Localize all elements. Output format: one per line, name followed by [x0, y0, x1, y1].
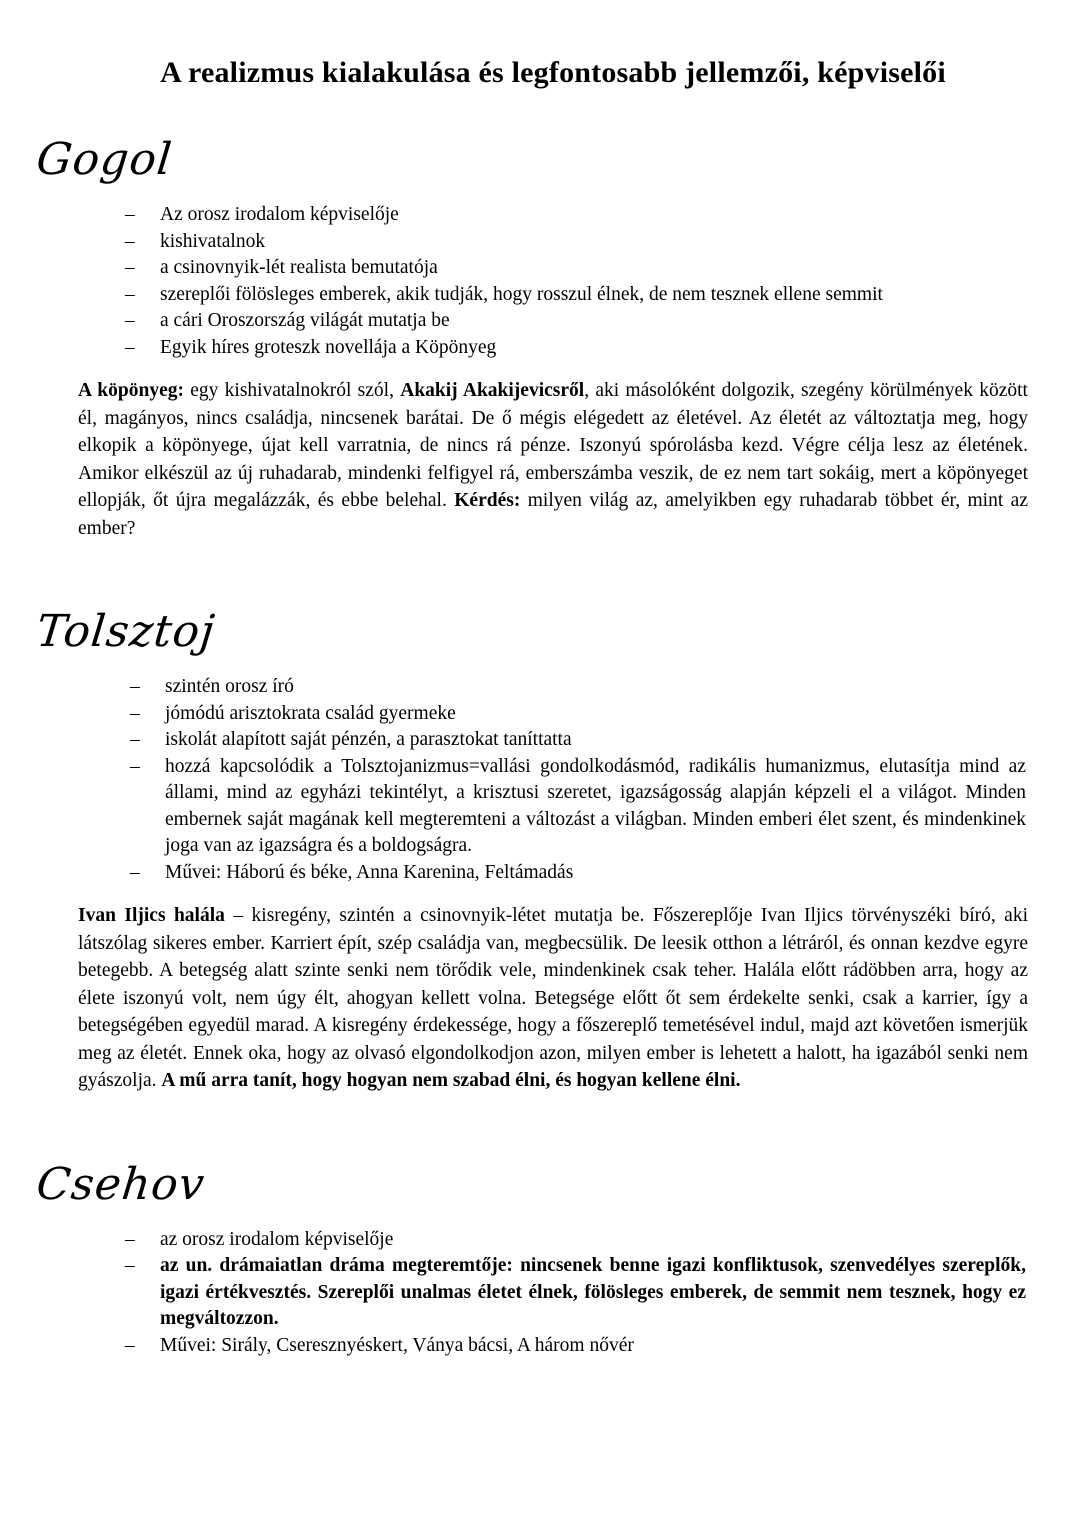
list-item	[78, 860, 1028, 887]
page-title: A realizmus kialakulása és legfontosabb jellemzői, képviselői	[160, 56, 946, 89]
paragraph-koponyeg	[78, 377, 1028, 542]
bullet-text: Művei: Sirály, Cseresznyéskert, Ványa bácsi, A három nővér	[160, 1334, 634, 1356]
bullet-dash: –	[130, 861, 140, 883]
bold-run: Ivan Iljics halála	[78, 905, 225, 926]
section-heading-gogol: Gogol	[34, 134, 175, 185]
text-run: milyen világ az, amelyikben egy ruhadarab többet ér, mint az ember?	[78, 490, 1028, 539]
text-run: egy kishivatalnokról szól,	[183, 380, 401, 401]
bullet-dash: –	[125, 230, 135, 252]
heading-row-csehov	[34, 1095, 1028, 1223]
bullet-text: Művei: Háború és béke, Anna Karenina, Feltámadás	[165, 861, 574, 883]
bullet-text: kishivatalnok	[160, 230, 266, 252]
section-heading-tolsztoj: Tolsztoj	[34, 606, 218, 657]
section-csehov	[34, 1095, 1028, 1360]
bold-run: A mű arra tanít, hogy hogyan nem szabad élni, és hogyan kellene élni.	[161, 1070, 741, 1091]
bullet-text: szintén orosz író	[165, 676, 294, 697]
bullet-dash: –	[130, 676, 140, 697]
bullet-dash: –	[125, 257, 135, 278]
text-run: , aki másolóként dolgozik, szegény körülmények között él, magányos, nincs családja, nincsenek barátai. De ő mégis elégedett az életével. Az életét az változtatja meg, hogy elkopik a köpönyege, újat kell varratnia, de nincs rá pénze. Iszonyú spórolásba kezd. Végre célja lesz az életének. Amikor elkészül az új ruhadarab, mindenki felfigyel rá, emberszámba veszik, de ez nem tart sokáig, mert a köpönyeget ellopják, őt újra megalázzák, és ebbe belehal.	[78, 380, 1028, 511]
bullet-text: a csinovnyik-lét realista bemutatója	[160, 257, 438, 278]
bullet-dash: –	[125, 310, 135, 331]
list-item	[78, 282, 1028, 309]
bullet-text: jómódú arisztokrata család gyermeke	[165, 702, 456, 724]
heading-row-tolsztoj	[34, 542, 1028, 670]
list-item	[78, 1227, 1028, 1254]
bullet-dash: –	[125, 1334, 135, 1356]
bullet-text: szereplői fölösleges emberek, akik tudják, hogy rosszul élnek, de nem tesznek ellene semmit	[160, 283, 883, 305]
bullet-dash: –	[125, 1228, 135, 1250]
bold-run: A köpönyeg:	[78, 380, 184, 401]
section-gogol	[34, 116, 1028, 542]
bold-run: Akakij Akakijevicsről	[400, 380, 585, 401]
list-item	[78, 335, 1028, 362]
section-heading-csehov: Csehov	[34, 1158, 208, 1210]
list-item	[78, 674, 1028, 701]
bullet-dash: –	[125, 283, 135, 305]
bullet-list-gogol	[78, 202, 1028, 361]
paragraph-ivan-iljics	[78, 902, 1028, 1095]
bullet-dash: –	[125, 1255, 135, 1276]
bullet-text: a cári Oroszország világát mutatja be	[160, 310, 450, 331]
list-item	[78, 255, 1028, 282]
bullet-list-tolsztoj	[78, 674, 1028, 886]
bullet-text: Az orosz irodalom képviselője	[160, 204, 399, 225]
bold-run: Kérdés:	[454, 490, 521, 511]
list-item	[78, 229, 1028, 256]
bullet-text: az orosz irodalom képviselője	[160, 1228, 394, 1250]
list-item	[78, 1253, 1028, 1333]
list-item	[78, 701, 1028, 728]
bullet-dash: –	[130, 755, 140, 777]
bullet-text: hozzá kapcsolódik a Tolsztojanizmus=vallási gondolkodásmód, radikális humanizmus, elutasítja mind az állami, mind az egyházi tekintélyt, a krisztusi szeretet, igazságosság alapján képzeli el a világot. Minden embernek saját magának kell megteremteni a változást a világban. Minden emberi élet szent, és mindenkinek joga van az igazságra és a boldogságra.	[165, 755, 1026, 856]
section-tolsztoj	[34, 542, 1029, 1095]
list-item	[78, 1333, 1028, 1360]
list-item	[78, 727, 1028, 754]
bullet-dash: –	[125, 336, 135, 358]
bullet-dash: –	[125, 204, 135, 225]
list-item	[78, 308, 1028, 335]
heading-row-gogol	[34, 116, 1028, 198]
bullet-text: Egyik híres groteszk novellája a Köpönyeg	[160, 336, 497, 358]
bullet-list-csehov	[78, 1227, 1028, 1360]
list-item	[78, 202, 1028, 229]
bullet-dash: –	[130, 702, 140, 724]
list-item	[78, 754, 1028, 860]
bullet-text: az un. drámaiatlan dráma megteremtője: nincsenek benne igazi konfliktusok, szenvedélyes szereplők, igazi értékvesztés. Szereplői unalmas életet élnek, fölösleges emberek, de semmit nem tesznek, hogy ez megváltozzon.	[160, 1255, 1026, 1329]
bullet-text: iskolát alapított saját pénzén, a parasztokat taníttatta	[165, 729, 572, 750]
text-run: – kisregény, szintén a csinovnyik-létet mutatja be. Főszereplője Ivan Iljics törvényszéki bíró, aki látszólag sikeres ember. Karriert épít, szép családja van, megbecsülik. De leesik otthon a létráról, és onnan kezdve egyre betegebb. A betegség alatt szinte senki nem törődik vele, mindenkinek csak teher. Halála előtt rádöbben arra, hogy az élete iszonyú volt, nem úgy élt, ahogyan kellett volna. Betegsége előtt őt sem érdekelte senki, csak a karrier, így a betegségében egyedül marad. A kisregény érdekessége, hogy a főszereplő temetésével indul, majd azt követően ismerjük meg az életét. Ennek oka, hogy az olvasó elgondolkodjon azon, milyen ember is lehetett a halott, ha igazából senki nem gyászolja.	[78, 905, 1029, 1091]
bullet-dash: –	[130, 729, 140, 750]
